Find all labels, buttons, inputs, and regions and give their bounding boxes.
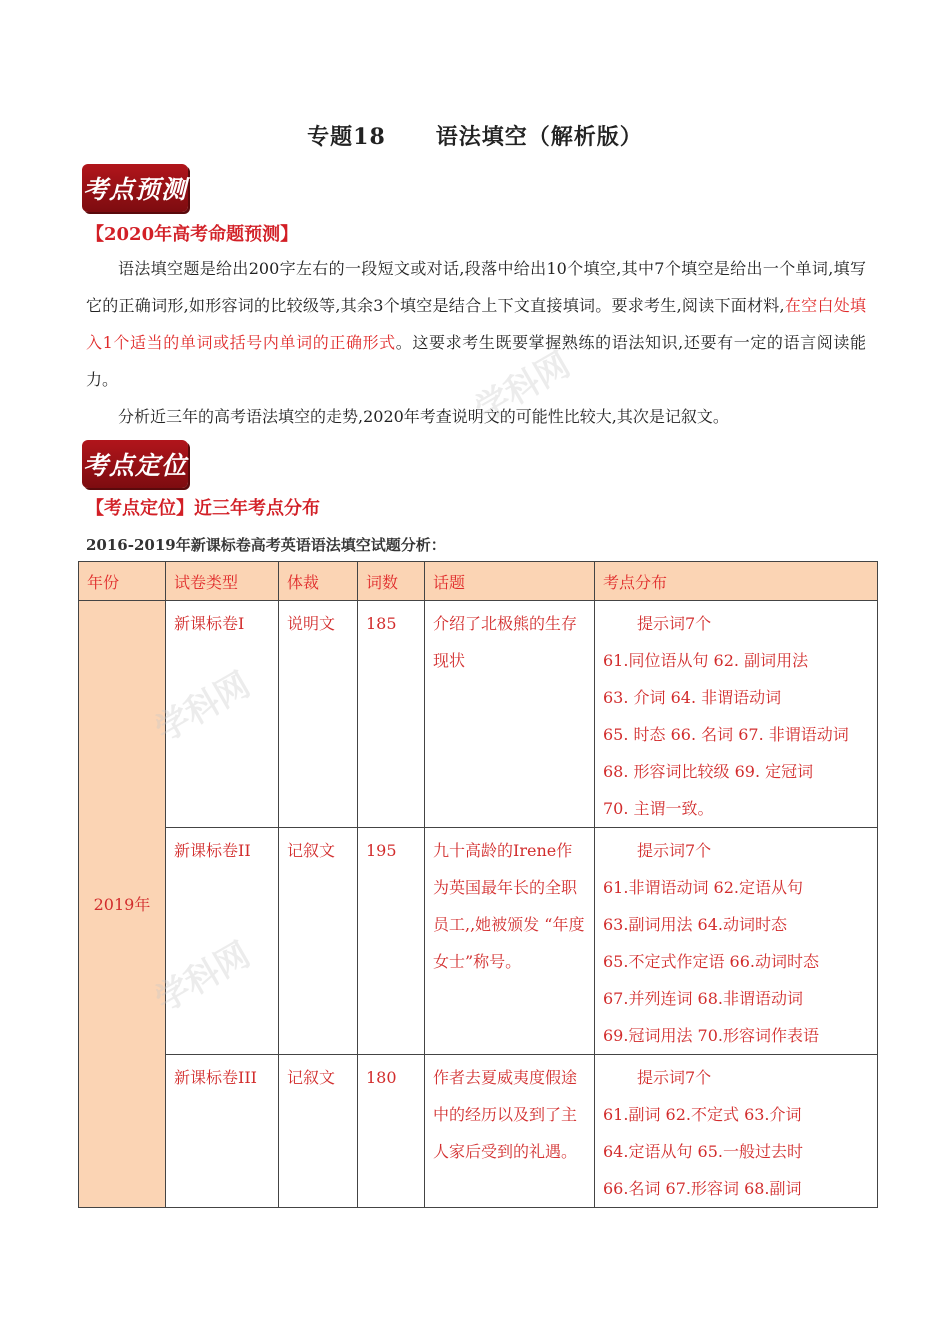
topic-cell: 作者去夏威夷度假途中的经历以及到了主人家后受到的礼遇。	[425, 1055, 595, 1208]
point-line: 提示词7个	[637, 1068, 712, 1087]
genre-cell: 说明文	[279, 601, 358, 828]
point-line: 66.名词 67.形容词 68.副词	[603, 1179, 802, 1198]
intro-paragraph	[86, 250, 866, 398]
topic-cell: 介绍了北极熊的生存现状	[425, 601, 595, 828]
header-topic: 话题	[425, 562, 595, 601]
position-heading: 【考点定位】近三年考点分布	[86, 498, 320, 519]
table-row	[79, 601, 878, 828]
point-line: 64.定语从句 65.一般过去时	[603, 1142, 803, 1161]
page-title	[0, 120, 950, 151]
paper-cell: 新课标卷III	[166, 1055, 279, 1208]
point-line: 61.副词 62.不定式 63.介词	[603, 1105, 802, 1124]
genre-cell: 记叙文	[279, 828, 358, 1055]
point-line: 69.冠词用法 70.形容词作表语	[603, 1026, 819, 1045]
title-topic: 语法填空（解析版）	[435, 124, 643, 150]
header-points: 考点分布	[595, 562, 878, 601]
points-cell	[595, 601, 878, 828]
point-line: 提示词7个	[637, 614, 712, 633]
title-number: 专题18	[307, 124, 386, 150]
table-header-row	[79, 562, 878, 601]
table-row	[79, 1055, 878, 1208]
point-line: 63. 介词 64. 非谓语动词	[603, 688, 782, 707]
header-words: 词数	[358, 562, 425, 601]
watermark: 学科网	[468, 344, 577, 431]
topic-cell: 九十高龄的Irene作为英国最年长的全职员工,,她被颁发 “年度女士”称号。	[425, 828, 595, 1055]
exam-distribution-table	[78, 561, 878, 1208]
intro-text-a: 语法填空题是给出200字左右的一段短文或对话,段落中给出10个填空,其中7个填空是给出一个单词,填写它的正确词形,如形容词的比较级等,其余3个填空是结合上下文直接填词。要求考生,阅读下面材料,	[86, 259, 866, 315]
points-cell	[595, 1055, 878, 1208]
words-cell: 185	[358, 601, 425, 828]
year-cell: 2019年	[79, 601, 166, 1208]
paper-cell: 新课标卷I	[166, 601, 279, 828]
trend-paragraph: 分析近三年的高考语法填空的走势,2020年考查说明文的可能性比较大,其次是记叙文。	[118, 407, 729, 426]
point-line: 65.不定式作定语 66.动词时态	[603, 952, 819, 971]
header-genre: 体裁	[279, 562, 358, 601]
point-line: 63.副词用法 64.动词时态	[603, 915, 787, 934]
words-cell: 195	[358, 828, 425, 1055]
intro-highlight: 在空白处填入1个适当的单词或括号内单词的正确形式	[86, 296, 866, 352]
position-badge: 考点定位	[82, 440, 188, 488]
header-year: 年份	[79, 562, 166, 601]
table-caption: 2016-2019年新课标卷高考英语语法填空试题分析：	[86, 536, 446, 554]
prediction-heading: 【2020年高考命题预测】	[86, 224, 299, 245]
point-line: 65. 时态 66. 名词 67. 非谓语动词	[603, 725, 849, 744]
point-line: 61.非谓语动词 62.定语从句	[603, 878, 803, 897]
prediction-badge: 考点预测	[82, 164, 188, 212]
paper-cell: 新课标卷II	[166, 828, 279, 1055]
intro-text-b: 。这要求考生既要掌握熟练的语法知识,还要有一定的语言阅读能力。	[86, 333, 866, 389]
point-line: 61.同位语从句 62. 副词用法	[603, 651, 809, 670]
header-paper: 试卷类型	[166, 562, 279, 601]
point-line: 68. 形容词比较级 69. 定冠词	[603, 762, 814, 781]
table-row	[79, 828, 878, 1055]
points-cell	[595, 828, 878, 1055]
words-cell: 180	[358, 1055, 425, 1208]
point-line: 67.并列连词 68.非谓语动词	[603, 989, 803, 1008]
watermark: 学科网	[148, 664, 257, 751]
point-line: 70. 主谓一致。	[603, 799, 714, 818]
watermark: 学科网	[148, 934, 257, 1021]
point-line: 提示词7个	[637, 841, 712, 860]
genre-cell: 记叙文	[279, 1055, 358, 1208]
